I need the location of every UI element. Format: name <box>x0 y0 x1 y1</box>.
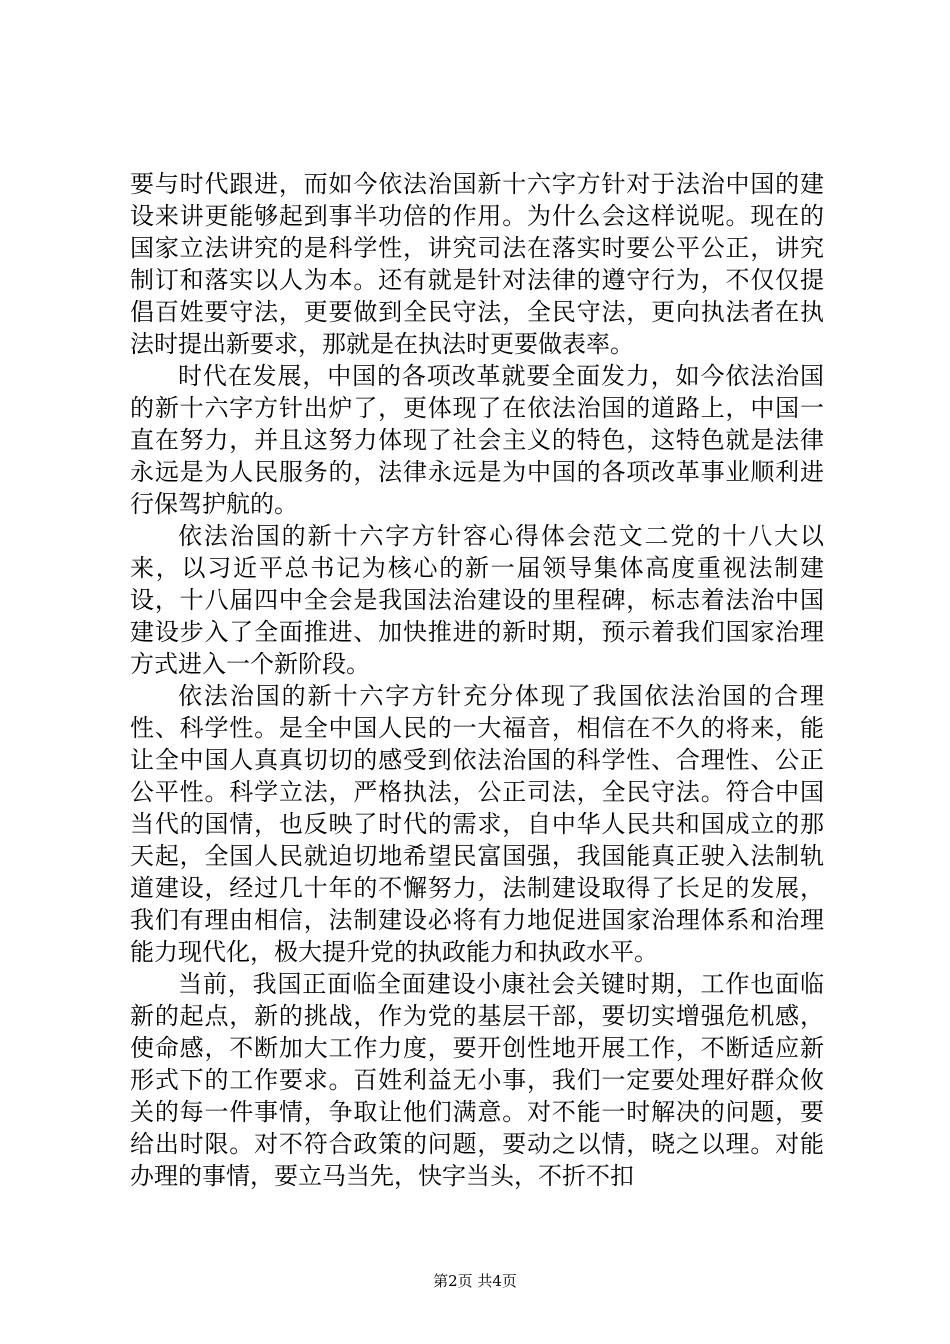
paragraph-1: 要与时代跟进，而如今依法治国新十六字方针对于法治中国的建设来讲更能够起到事半功倍的作用。为什么会这样说呢。现在的国家立法讲究的是科学性，讲究司法在落实时要公平公正，讲究制订和落实以人为本。还有就是针对法律的遵守行为，不仅仅提倡百姓要守法，更要做到全民守法，全民守法，更向执法者在执法时提出新要求，那就是在执法时更要做表率。 <box>130 170 824 358</box>
paragraph-4: 依法治国的新十六字方针充分体现了我国依法治国的合理性、科学性。是全中国人民的一大福音，相信在不久的将来，能让全中国人真真切切的感受到依法治国的科学性、合理性、公正公平性。科学立法，严格执法，公正司法，全民守法。符合中国当代的国情，也反映了时代的需求，自中华人民共和国成立的那天起，全国人民就迫切地希望民富国强，我国能真正驶入法制轨道建设，经过几十年的不懈努力，法制建设取得了长足的发展，我们有理由相信，法制建设必将有力地促进国家治理体系和治理能力现代化，极大提升党的执政能力和执政水平。 <box>130 682 824 966</box>
paragraph-5: 当前，我国正面临全面建设小康社会关键时期，工作也面临新的起点，新的挑战，作为党的基层干部，要切实增强危机感，使命感，不断加大工作力度，要开创性地开展工作，不断适应新形式下的工作要求。百姓利益无小事，我们一定要处理好群众攸关的每一件事情，争取让他们满意。对不能一时解决的问题，要给出时限。对不符合政策的问题，要动之以情，晓之以理。对能办理的事情，要立马当先，快字当头，不折不扣 <box>130 970 824 1190</box>
paragraph-2: 时代在发展，中国的各项改革就要全面发力，如今依法治国的新十六字方针出炉了，更体现了在依法治国的道路上，中国一直在努力，并且这努力体现了社会主义的特色，这特色就是法律永远是为人民服务的，法律永远是为中国的各项改革事业顺利进行保驾护航的。 <box>130 362 824 518</box>
paragraph-3: 依法治国的新十六字方针容心得体会范文二党的十八大以来，以习近平总书记为核心的新一届领导集体高度重视法制建设，十八届四中全会是我国法治建设的里程碑，标志着法治中国建设步入了全面推进、加快推进的新时期，预示着我们国家治理方式进入一个新阶段。 <box>130 522 824 678</box>
page-footer: 第2页 共4页 <box>433 1272 517 1290</box>
document-body <box>130 168 824 1192</box>
